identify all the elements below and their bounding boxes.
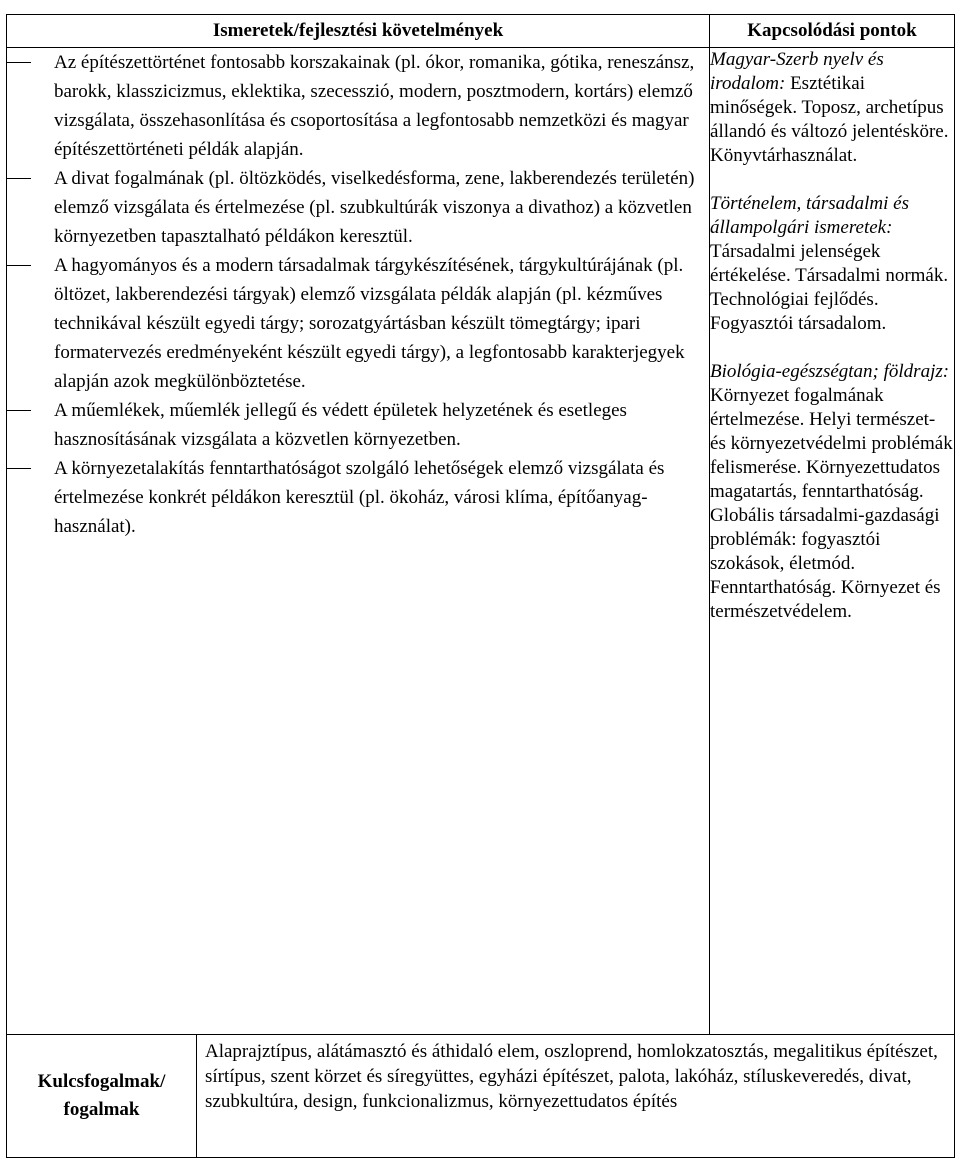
content-row [7, 48, 955, 1035]
requirement-text: A hagyományos és a modern társadalmak tárgykészítésének, tárgykultúrájának (pl. öltözet, lakberendezési tárgyak) elemző vizsgálata példák alapján (pl. kézműves technikával készült egyedi tárgy; sorozatgyártásban készült tömegtárgy; ipari formatervezés eredményeként készült egyedi tárgy), a legfontosabb karakterjegyek alapján azok megkülönböztetése. [54, 255, 685, 392]
requirements-cell [7, 48, 710, 1035]
key-concepts-text: Alaprajztípus, alátámasztó és áthidaló elem, oszloprend, homlokzatosztás, megalitikus építészet, sírtípus, szent körzet és síregyüttes, egyházi építészet, palota, lakóház, stíluskeveredés, divat, szubkultúra, design, funkcionalizmus, környezettudatos építés [197, 1035, 955, 1158]
requirement-item [7, 251, 709, 396]
link-text: Környezet fogalmának értelmezése. Helyi természet- és környezetvédelmi problémák felismerése. Környezettudatos magatartás, fenntarthatóság. Globális társadalmi-gazdasági problémák: fogyasztói szokások, életmód. Fenntarthatóság. Környezet és természetvédelem. [710, 385, 953, 622]
links-cell [710, 48, 955, 1035]
links-header: Kapcsolódási pontok [710, 15, 955, 48]
link-subject: Magyar-Szerb nyelv és irodalom: [710, 49, 884, 94]
key-concepts-row [7, 1035, 955, 1158]
link-subject: Biológia-egészségtan; földrajz: [710, 361, 950, 382]
link-block-history [710, 192, 954, 336]
requirement-item [7, 454, 709, 541]
requirements-list [7, 48, 709, 541]
requirement-item [7, 396, 709, 454]
link-text: Esztétikai minőségek. Toposz, archetípus állandó és változó jelentésköre. Könyvtárhasználat. [710, 73, 949, 166]
header-row [7, 15, 955, 48]
requirement-item [7, 48, 709, 164]
link-subject: Történelem, társadalmi és állampolgári ismeretek: [710, 193, 909, 238]
dash-bullet-icon [7, 178, 31, 179]
requirement-text: A műemlékek, műemlék jellegű és védett épületek helyzetének és esetleges hasznosításának vizsgálata a közvetlen környezetben. [54, 400, 627, 450]
requirements-header: Ismeretek/fejlesztési követelmények [7, 15, 710, 48]
key-concepts-label [7, 1035, 197, 1158]
requirement-item [7, 164, 709, 251]
dash-bullet-icon [7, 468, 31, 469]
dash-bullet-icon [7, 62, 31, 63]
link-block-hungarian-serbian [710, 48, 954, 168]
dash-bullet-icon [7, 410, 31, 411]
key-concepts-label-line2: fogalmak [63, 1099, 140, 1120]
link-block-biology-geography [710, 360, 954, 624]
requirement-text: A környezetalakítás fenntarthatóságot szolgáló lehetőségek elemző vizsgálata és értelmezése konkrét példákon keresztül (pl. ökoház, városi klíma, építőanyag-használat). [54, 458, 665, 537]
curriculum-table [6, 14, 955, 1158]
requirement-text: A divat fogalmának (pl. öltözködés, viselkedésforma, zene, lakberendezés területén) elemző vizsgálata és értelmezése (pl. szubkultúrák viszonya a divathoz) a közvetlen környezetben tapasztalható példákon keresztül. [54, 168, 695, 247]
dash-bullet-icon [7, 265, 31, 266]
requirement-text: Az építészettörténet fontosabb korszakainak (pl. ókor, romanika, gótika, reneszánsz, barokk, klasszicizmus, eklektika, szecesszió, modern, posztmodern, kortárs) elemző vizsgálata, összehasonlítása és csoportosítása a legfontosabb nemzetközi és magyar építészettörténeti példák alapján. [54, 52, 695, 160]
link-text: Társadalmi jelenségek értékelése. Társadalmi normák. Technológiai fejlődés. Fogyasztói társadalom. [710, 241, 949, 334]
key-concepts-label-line1: Kulcsfogalmak/ [37, 1071, 166, 1092]
